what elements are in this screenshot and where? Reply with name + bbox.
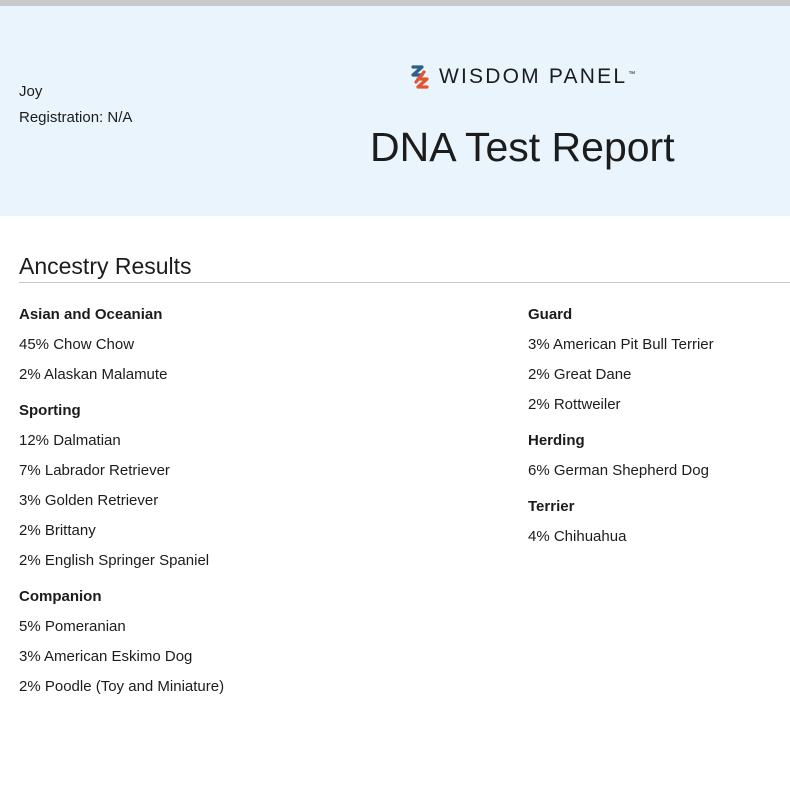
breed-result: 12% Dalmatian — [19, 432, 121, 449]
breed-group — [19, 400, 489, 572]
breed-group — [528, 496, 788, 548]
breed-result: 3% Golden Retriever — [19, 492, 159, 509]
breed-group — [528, 430, 788, 482]
ancestry-column-left — [19, 304, 489, 712]
wisdom-panel-logo-icon — [410, 64, 430, 90]
brand-name: WISDOM PANEL™ — [439, 65, 636, 88]
group-title: Herding — [528, 432, 585, 449]
ancestry-column-right — [528, 304, 788, 562]
section-title: Ancestry Results — [19, 253, 192, 279]
breed-result: 2% Brittany — [19, 522, 96, 539]
breed-result: 2% Rottweiler — [528, 396, 621, 413]
breed-result: 6% German Shepherd Dog — [528, 462, 709, 479]
breed-group — [19, 304, 489, 386]
breed-result: 3% American Pit Bull Terrier — [528, 336, 714, 353]
group-title: Terrier — [528, 498, 575, 515]
breed-result: 2% Poodle (Toy and Miniature) — [19, 678, 225, 695]
breed-result: 2% Alaskan Malamute — [19, 366, 168, 383]
section-divider — [19, 282, 790, 283]
group-title: Asian and Oceanian — [19, 306, 163, 323]
registration-info: Registration: N/A — [19, 109, 133, 126]
breed-result: 7% Labrador Retriever — [19, 462, 170, 479]
breed-result: 2% Great Dane — [528, 366, 632, 383]
breed-result: 4% Chihuahua — [528, 528, 627, 545]
breed-group — [19, 586, 489, 698]
breed-group — [528, 304, 788, 416]
pet-name: Joy — [19, 83, 43, 100]
brand — [410, 64, 635, 90]
trademark-mark: ™ — [628, 71, 636, 78]
group-title: Companion — [19, 588, 102, 605]
group-title: Guard — [528, 306, 573, 323]
breed-result: 3% American Eskimo Dog — [19, 648, 193, 665]
report-title: DNA Test Report — [370, 124, 675, 170]
breed-result: 2% English Springer Spaniel — [19, 552, 210, 569]
breed-result: 45% Chow Chow — [19, 336, 135, 353]
report-header — [0, 6, 790, 216]
group-title: Sporting — [19, 402, 81, 419]
breed-result: 5% Pomeranian — [19, 618, 126, 635]
